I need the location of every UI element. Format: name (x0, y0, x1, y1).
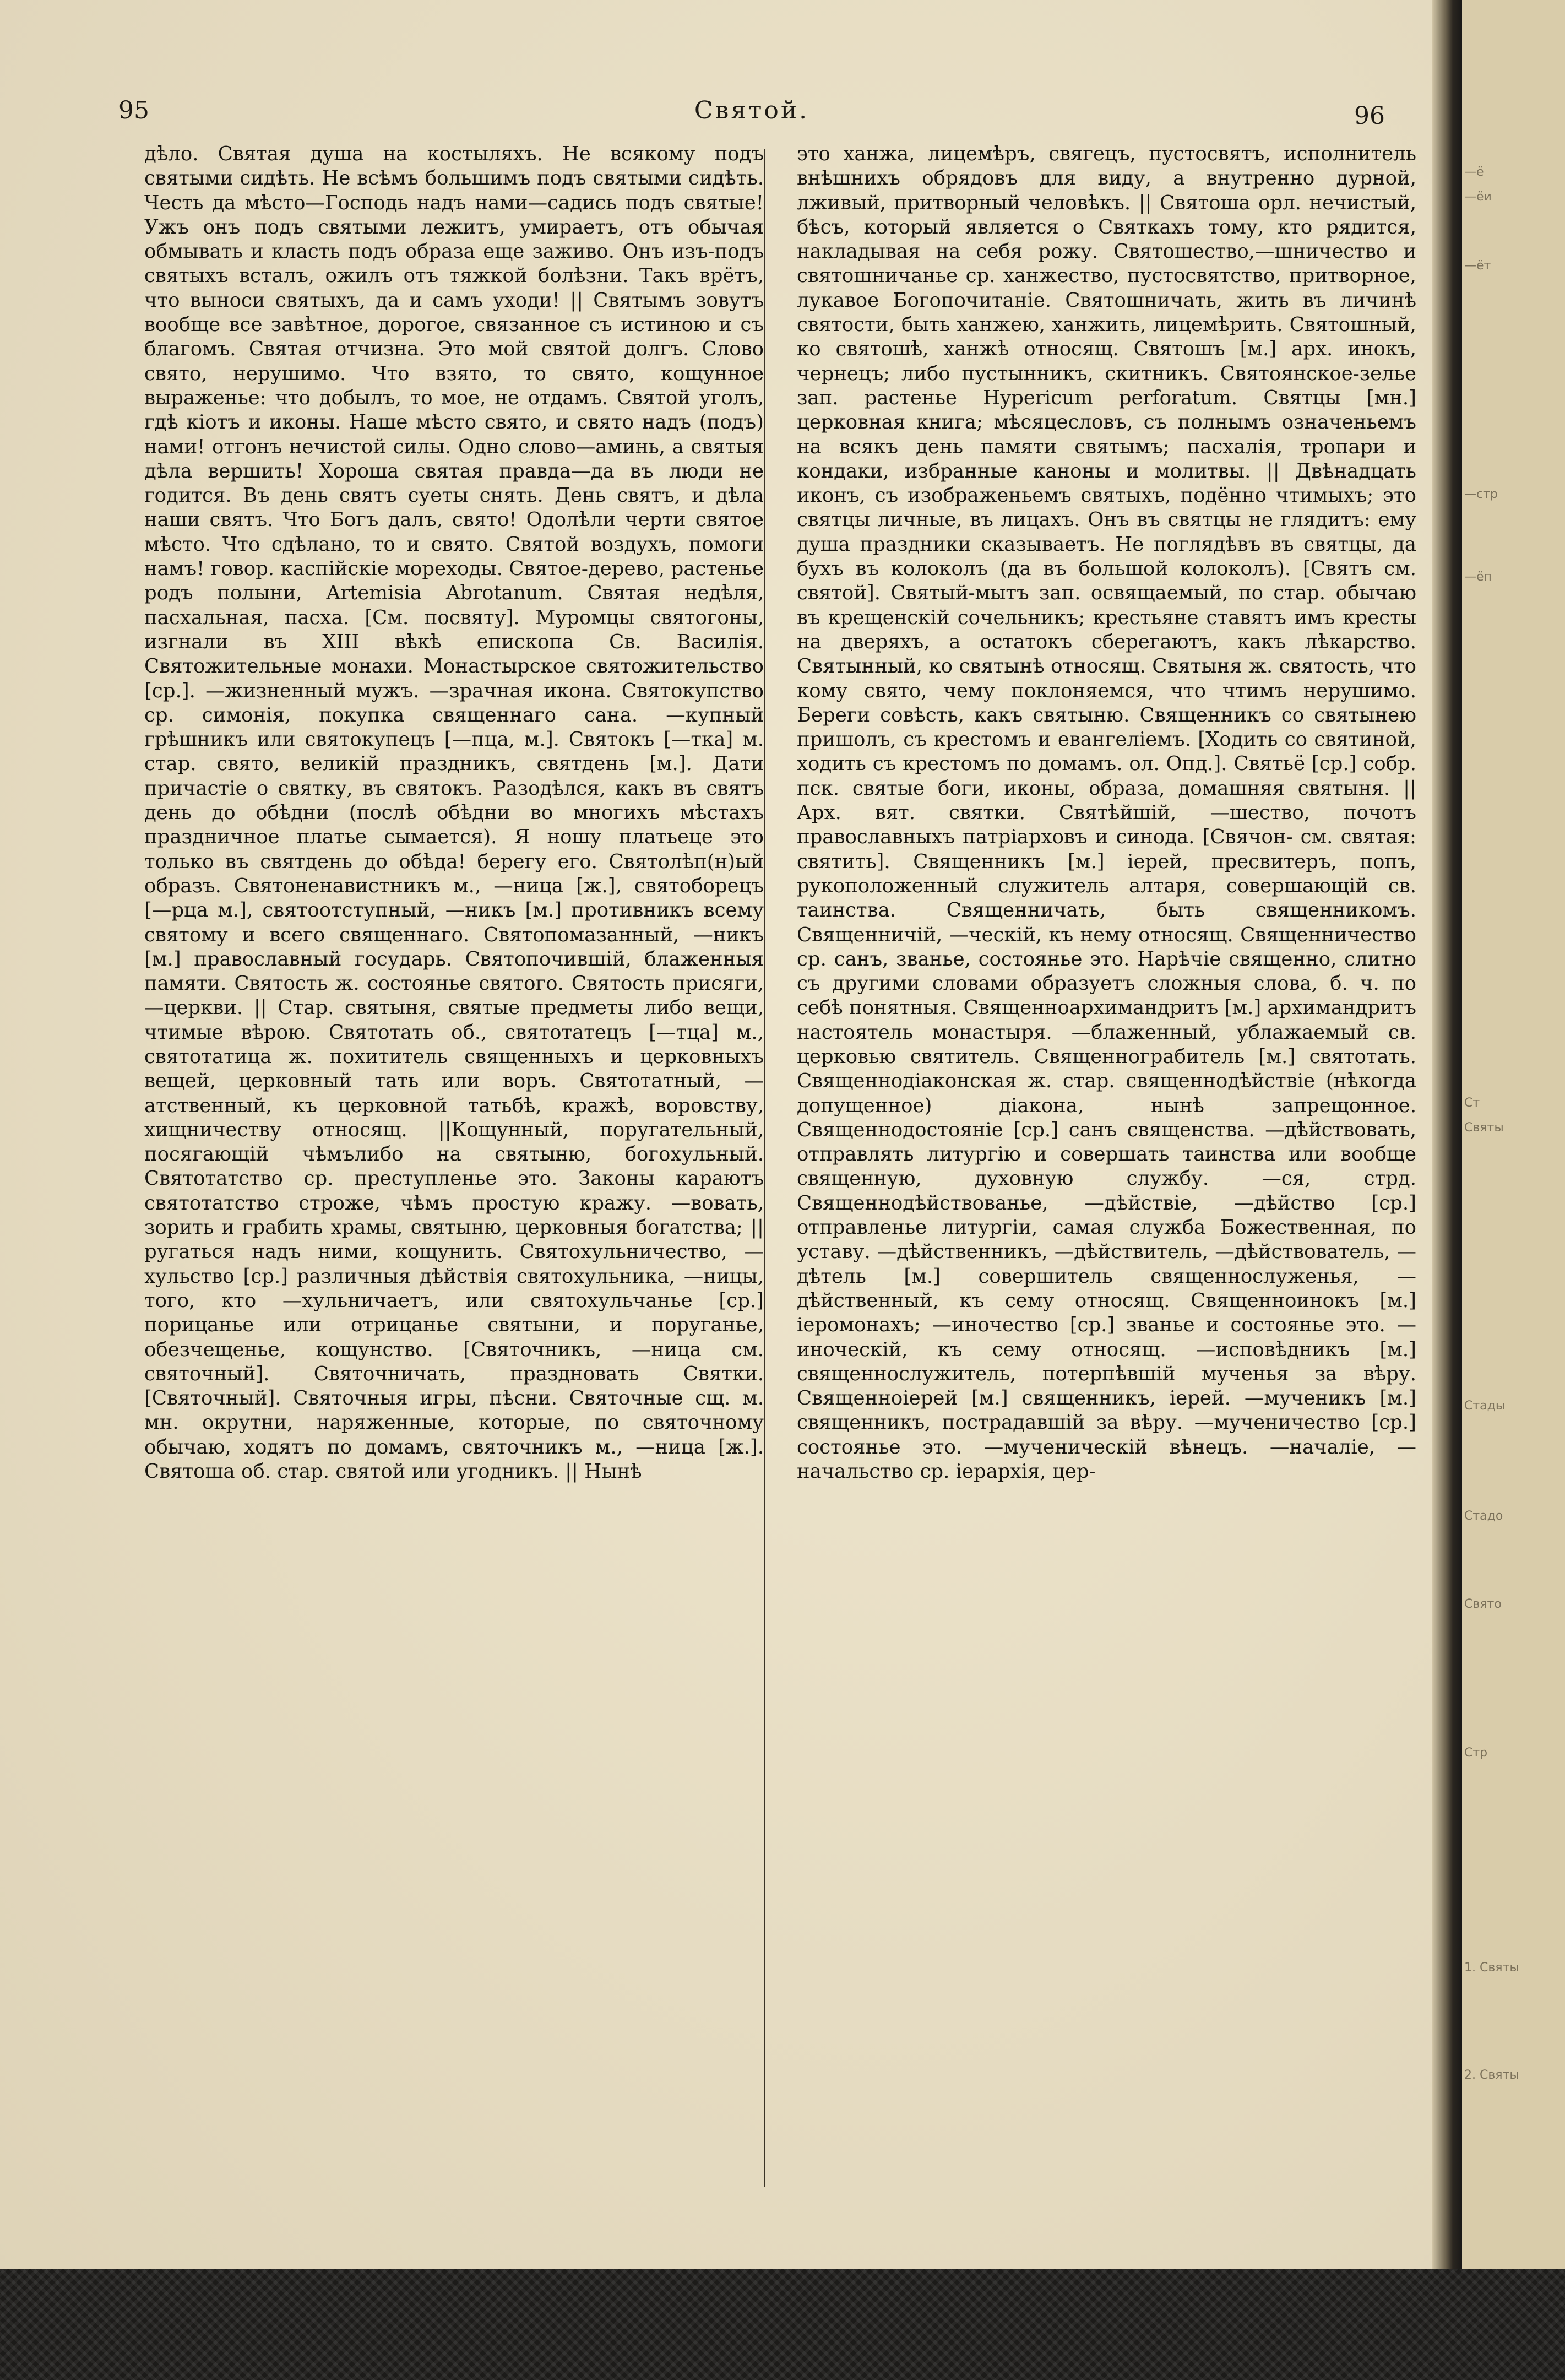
adjacent-fragment: —ё (1464, 165, 1484, 179)
adjacent-fragment: —ёт (1464, 259, 1491, 273)
adjacent-fragment: —ёи (1464, 190, 1492, 204)
adjacent-fragment: Свято (1464, 1597, 1502, 1611)
adjacent-fragment: —стр (1464, 487, 1498, 501)
column-left (144, 142, 764, 1484)
adjacent-fragment: Стадо (1464, 1509, 1503, 1523)
page-number-right: 96 (1354, 102, 1385, 130)
adjacent-fragment: Стр (1464, 1746, 1488, 1760)
running-head: Святой. (694, 96, 809, 124)
adjacent-fragment: 2. Святы (1464, 2068, 1519, 2082)
adjacent-fragment: —ёп (1464, 570, 1492, 584)
book-gutter (1432, 0, 1462, 2313)
column-left-text: дѣло. Святая душа на костыляхъ. Не всякому подъ святыми сидѣть. Не всѣмъ большимъ подъ святыми сидѣть. Честь да мѣсто—Господь надъ нами—садись подъ святые! Ужъ онъ подъ святыми лежитъ, умираетъ, отъ обычая обмывать и класть подъ образа еще заживо. Онъ изъ-подъ святыхъ всталъ, ожилъ отъ тяжкой болѣзни. Такъ врётъ, что выноси святыхъ, да и самъ уходи! || Святымъ зовутъ вообще все завѣтное, дорогое, связанное съ истиною и съ благомъ. Святая отчизна. Это мой святой долгъ. Слово свято, нерушимо. Что взято, то свято, кощунное выраженье: что добылъ, то мое, не отдамъ. Святой уголъ, гдѣ кіотъ и иконы. Наше мѣсто свято, и свято надъ (подъ) нами! отгонъ нечистой силы. Одно слово—аминь, а святыя дѣла вершить! Хороша святая правда—да въ люди не годится. Въ день святъ суеты снять. День святъ, и дѣла наши святъ. Что Богъ далъ, свято! Одолѣли черти святое мѣсто. Что сдѣлано, то и свято. Святой воздухъ, помоги намъ! говор. каспійскіе мореходы. Святое-дерево, растенье родъ полыни, Artemisia Abrotanum. Святая недѣля, пасхальная, пасха. [См. посвяту]. Муромцы святогоны, изгнали въ XIII вѣкѣ епископа Св. Василія. Святожительные монахи. Монастырское святожительство [ср.]. —жизненный мужъ. —зрачная икона. Святокупство ср. симонія, покупка священнаго сана. —купный грѣшникъ или святокупецъ [—пца, м.]. Святокъ [—тка] м. стар. свято, великій праздникъ, святдень [м.]. Дати причастіе о святку, въ святокъ. Разодѣлся, какъ въ святъ день до обѣдни (послѣ обѣдни во многихъ мѣстахъ праздничное платье сымается). Я ношу платьеце это только въ святдень до обѣда! берегу его. Святолѣп(н)ый образъ. Святоненавистникъ м., —ница [ж.], святоборецъ [—рца м.], святоотступный, —никъ [м.] противникъ всему святому и всего священнаго. Святопомазанный, —никъ [м.] православный государь. Святопочившій, блаженныя памяти. Святость ж. состоянье святого. Святость присяги, —церкви. || Стар. святыня, святые предметы либо вещи, чтимые вѣрою. Святотать об., святотатецъ [—тца] м., святотатица ж. похититель священныхъ и церковныхъ вещей, церковный тать или воръ. Святотатный, —атственный, къ церковной татьбѣ, кражѣ, воровству, хищничеству относящ. ||Кощунный, поругательный, посягающій чѣмълибо на святыню, богохульный. Святотатство ср. преступленье это. Законы караютъ святотатство строже, чѣмъ простую кражу. —вовать, зорить и грабить храмы, святыню, церковныя богатства; || ругаться надъ ними, кощунить. Святохульничество, —хульство [ср.] различныя дѣйствія святохульника, —ницы, того, кто —хульничаетъ, или святохульчанье [ср.] порицанье или отрицанье святыни, и поруганье, обезчещенье, кощунство. [Святочникъ, —ница см. святочный]. Святочничать, праздновать Святки. [Святочный]. Святочныя игры, пѣсни. Святочные сщ. м. мн. окрутни, наряженные, которые, по святочному обычаю, ходятъ по домамъ, святочникъ м., —ница [ж.]. Святоша об. стар. святой или угодникъ. || Нынѣ (144, 143, 764, 1483)
adjacent-fragment: Святы (1464, 1121, 1504, 1135)
adjacent-fragment: 1. Святы (1464, 1961, 1519, 1975)
column-right (797, 142, 1416, 1484)
page-number-left: 95 (118, 96, 149, 124)
adjacent-fragment: Стады (1464, 1399, 1506, 1413)
adjacent-page-edge (1462, 0, 1565, 2297)
page-header (118, 96, 1385, 135)
column-divider (764, 149, 765, 2187)
adjacent-fragment: Ст (1464, 1096, 1480, 1110)
column-right-text: это ханжа, лицемѣръ, свягецъ, пустосвятъ, исполнитель внѣшнихъ обрядовъ для виду, а внутренно дурной, лживый, притворный человѣкъ. || Святоша орл. нечистый, бѣсъ, который является о Святкахъ тому, кто рядится, накладывая на себя рожу. Святошество,—шничество и святошничанье ср. ханжество, пустосвятство, притворное, лукавое Богопочитаніе. Святошничать, жить въ личинѣ святости, быть ханжею, ханжить, лицемѣрить. Святошный, ко святошѣ, ханжѣ относящ. Святошъ [м.] арх. инокъ, чернецъ; либо пустынникъ, скитникъ. Святоянское-зелье зап. растенье Hypericum perforatum. Святцы [мн.] церковная книга; мѣсяцесловъ, съ полнымъ означеньемъ на всякъ день памяти святымъ; пасхалія, тропари и кондаки, избранные каноны и молитвы. || Двѣнадцать иконъ, съ изображеньемъ святыхъ, подённо чтимыхъ; это святцы личные, въ лицахъ. Онъ въ святцы не глядитъ: ему душа праздники сказываетъ. Не поглядѣвъ въ святцы, да бухъ въ колоколъ (да въ большой колоколъ). [Святъ см. святой]. Святый-мытъ зап. освящаемый, по стар. обычаю въ крещенскій сочельникъ; крестьяне ставятъ имъ кресты на дверяхъ, а остатокъ сберегаютъ, какъ лѣкарство. Святынный, ко святынѣ относящ. Святыня ж. святость, что кому свято, чему поклоняемся, что чтимъ нерушимо. Береги совѣсть, какъ святыню. Священникъ со святынею пришолъ, съ крестомъ и евангеліемъ. [Ходить со святиной, ходить съ крестомъ по домамъ. ол. Опд.]. Святьё [ср.] собр. пск. святые боги, иконы, образа, домашняя святыня. || Арх. вят. святки. Святѣйшій, —шество, почотъ православныхъ патріарховъ и синода. [Свячон- см. святая: святить]. Священникъ [м.] іерей, пресвитеръ, попъ, рукоположенный служитель алтаря, совершающій св. таинства. Священничать, быть священникомъ. Священничій, —ческій, къ нему относящ. Священничество ср. санъ, званье, состоянье это. Нарѣчіе священно, слитно съ другими словами образуетъ сложныя слова, б. ч. по себѣ понятныя. Священноархимандритъ [м.] архимандритъ настоятель монастыря. —блаженный, ублажаемый св. церковью святитель. Священнограбитель [м.] святотать. Священнодіаконская ж. стар. священнодѣйствіе (нѣкогда допущенное) діакона, нынѣ запрещонное. Священнодостояніе [ср.] санъ священства. —дѣйствовать, отправлять литургію и совершать таинства или вообще священную, духовную службу. —ся, стрд. Священнодѣйствованье, —дѣйствіе, —дѣйство [ср.] отправленье литургіи, самая служба Божественная, по уставу. —дѣйственникъ, —дѣйствитель, —дѣйствователь, —дѣтель [м.] совершитель священнослуженья, —дѣйственный, къ сему относящ. Священноинокъ [м.] іеромонахъ; —иночество [ср.] званье и состоянье это. —иноческій, къ сему относящ. —исповѣдникъ [м.] священнослужитель, потерпѣвшій мученья за вѣру. Священноіерей [м.] священникъ, іерей. —мученикъ [м.] священникъ, пострадавшій за вѣру. —мученичество [ср.] состоянье это. —мученическій вѣнецъ. —началіе, —начальство ср. іерархія, цер- (797, 143, 1416, 1483)
background-fabric (0, 2269, 1565, 2380)
